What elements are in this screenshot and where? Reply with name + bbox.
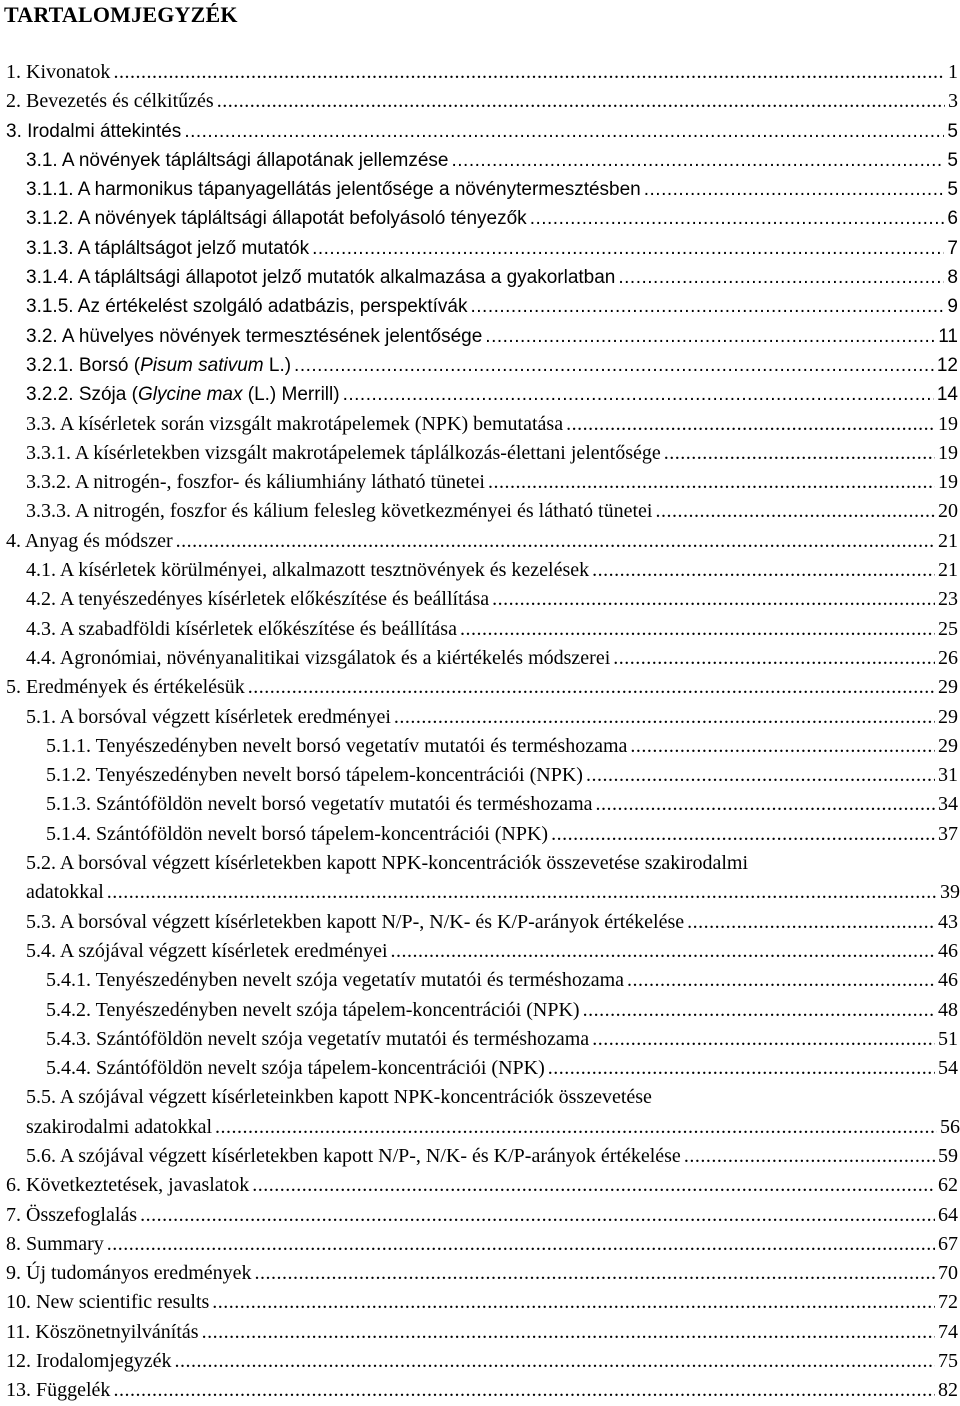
toc-entry-page: 14 (936, 384, 958, 406)
dot-leader (107, 878, 937, 907)
toc-entry-7[interactable] (0, 1201, 960, 1230)
toc-entry-3-1-5[interactable] (0, 292, 960, 321)
toc-entry-page: 56 (940, 1115, 960, 1138)
toc-entry-label: 1. Kivonatok (6, 61, 111, 83)
label-part: 3.2.2. Szója ( (26, 384, 138, 406)
toc-entry-page: 43 (938, 910, 958, 933)
toc-entry-5[interactable] (0, 673, 960, 702)
toc-entry-5-1-4[interactable] (0, 820, 960, 849)
toc-entry-8[interactable] (0, 1230, 960, 1259)
dot-leader (644, 175, 945, 204)
toc-entry-4[interactable] (0, 527, 960, 556)
toc-entry-11[interactable] (0, 1318, 960, 1347)
dot-leader (294, 351, 934, 380)
toc-entry-3[interactable] (0, 117, 960, 146)
label-part: 3.2.1. Borsó ( (26, 354, 141, 376)
toc-entry-label: 4.1. A kísérletek körülményei, alkalmazott tesztnövények és kezelések (26, 559, 590, 582)
toc-entry-label: 8. Summary (6, 1232, 104, 1255)
toc-entry-label-line1: 5.5. A szójával végzett kísérleteinkben kapott NPK-koncentrációk összevetése (26, 1086, 652, 1109)
toc-entry-page: 11 (938, 325, 958, 347)
toc-entry-label: 7. Összefoglalás (6, 1203, 138, 1226)
toc-entry-5-4-1[interactable] (0, 966, 960, 995)
toc-entry-4-4[interactable] (0, 644, 960, 673)
toc-entry-page: 26 (938, 646, 958, 669)
dot-leader (452, 146, 945, 175)
toc-entry-label: 3.3.3. A nitrogén, foszfor és kálium felesleg következményei és látható tünetei (26, 500, 653, 523)
toc-entry-5-2[interactable] (0, 849, 960, 908)
dot-leader (212, 1288, 935, 1317)
toc-entry-label: 5.4.1. Tenyészedényben nevelt szója vegetatív mutatói és terméshozama (46, 969, 625, 992)
dot-leader (583, 996, 935, 1025)
toc-entry-page: 7 (947, 237, 958, 259)
toc-entry-label: 10. New scientific results (6, 1291, 210, 1314)
toc-entry-label: 3.3.2. A nitrogén-, foszfor- és káliumhiány látható tünetei (26, 471, 485, 494)
toc-entry-label: adatokkal (26, 881, 104, 904)
dot-leader (592, 1025, 935, 1054)
toc-entry-3-1-1[interactable] (0, 175, 960, 204)
toc-entry-5-5[interactable] (0, 1083, 960, 1142)
toc-entry-label: 5.1.4. Szántóföldön nevelt borsó tápelem-koncentrációi (NPK) (46, 822, 549, 845)
dot-leader (248, 673, 935, 702)
toc-entry-label: 4.3. A szabadföldi kísérletek előkészítése és beállítása (26, 617, 457, 640)
dot-leader (175, 1347, 936, 1376)
toc-entry-page: 64 (938, 1203, 958, 1226)
toc-entry-5-4[interactable] (0, 937, 960, 966)
toc-entry-3-1-4[interactable] (0, 263, 960, 292)
toc-entry-5-1-3[interactable] (0, 790, 960, 819)
toc-entry-page: 29 (938, 734, 958, 757)
toc-entry-page: 72 (938, 1291, 958, 1314)
toc-entry-label: 9. Új tudományos eredmények (6, 1262, 252, 1285)
dot-leader (488, 468, 935, 497)
toc-entry-4-3[interactable] (0, 615, 960, 644)
toc-entry-page: 1 (948, 61, 958, 83)
toc-entry-label: 3.3. A kísérletek során vizsgált makrotápelemek (NPK) bemutatása (26, 412, 564, 435)
dot-leader (586, 761, 935, 790)
dot-leader (485, 322, 935, 351)
dot-leader (627, 966, 935, 995)
toc-entry-5-1-2[interactable] (0, 761, 960, 790)
toc-entry-label: 13. Függelék (6, 1379, 111, 1402)
dot-leader (548, 1054, 935, 1083)
toc-entry-10[interactable] (0, 1288, 960, 1317)
dot-leader (687, 908, 935, 937)
toc-entry-6[interactable] (0, 1171, 960, 1200)
dot-leader (391, 937, 935, 966)
toc-entry-3-2[interactable] (0, 322, 960, 351)
toc-entry-label: 3.3.1. A kísérletekben vizsgált makrotápelemek táplálkozás-élettani jelentősége (26, 441, 661, 464)
label-part: (L.) Merrill) (242, 384, 340, 406)
toc-entry-page: 6 (947, 208, 958, 230)
toc-entry-page: 39 (940, 881, 960, 904)
toc-entry-label: 5.1.2. Tenyészedényben nevelt borsó tápelem-koncentrációi (NPK) (46, 764, 583, 787)
toc-entry-5-4-4[interactable] (0, 1054, 960, 1083)
toc-entry-label: 3. Irodalmi áttekintés (6, 120, 182, 142)
toc-entry-label: 11. Köszönetnyilvánítás (6, 1320, 199, 1343)
toc-entry-label: 2. Bevezetés és célkitűzés (6, 90, 214, 113)
dot-leader (655, 497, 935, 526)
dot-leader (176, 527, 935, 556)
dot-leader (394, 703, 935, 732)
toc-entry-3-2-1[interactable] (0, 351, 960, 380)
toc-entry-page: 21 (938, 559, 958, 582)
toc-entry-page: 29 (938, 676, 958, 699)
toc-entry-3-3-1[interactable] (0, 439, 960, 468)
dot-leader (613, 644, 935, 673)
dot-leader (343, 380, 934, 409)
dot-leader (113, 1376, 935, 1405)
toc-entry-page: 37 (938, 822, 958, 845)
toc-entry-label: 5. Eredmények és értékelésük (6, 676, 245, 699)
toc-entry-5-3[interactable] (0, 908, 960, 937)
toc-entry-page: 46 (938, 969, 958, 992)
toc-entry-page: 12 (936, 354, 958, 376)
toc-entry-label: szakirodalmi adatokkal (26, 1115, 213, 1138)
toc-entry-label: 5.3. A borsóval végzett kísérletekben kapott N/P-, N/K- és K/P-arányok értékelése (26, 910, 685, 933)
dot-leader (470, 292, 944, 321)
toc-entry-page: 5 (947, 120, 958, 142)
toc-entry-label: 3.1.5. Az értékelést szolgáló adatbázis, perspektívák (26, 296, 468, 318)
toc-entry-page: 25 (938, 617, 958, 640)
toc-entry-label: 3.1.1. A harmonikus tápanyagellátás jelentősége a növénytermesztésben (26, 179, 641, 201)
dot-leader (551, 820, 935, 849)
toc-entry-4-1[interactable] (0, 556, 960, 585)
dot-leader (684, 1142, 935, 1171)
toc-entry-label: 5.1.3. Szántóföldön nevelt borsó vegetatív mutatói és terméshozama (46, 793, 593, 816)
toc-entry-page: 67 (938, 1232, 958, 1255)
toc-entry-3-3-2[interactable] (0, 468, 960, 497)
toc-entry-page: 5 (947, 149, 958, 171)
toc-entry-page: 29 (938, 705, 958, 728)
toc-entry-1[interactable] (0, 58, 960, 87)
toc-entry-label: 5.4.4. Szántóföldön nevelt szója tápelem-koncentrációi (NPK) (46, 1057, 545, 1080)
toc-entry-page: 3 (948, 90, 958, 113)
toc-entry-label: 5.1. A borsóval végzett kísérletek eredményei (26, 705, 391, 728)
dot-leader (312, 234, 944, 263)
toc-entry-label-line1: 5.2. A borsóval végzett kísérletekben kapott NPK-koncentrációk összevetése szakirodalmi (26, 852, 749, 875)
toc-entry-page: 19 (938, 412, 958, 435)
latin-name: Pisum sativum (140, 354, 264, 376)
dot-leader (630, 732, 935, 761)
dot-leader (566, 410, 935, 439)
toc-entry-page: 5 (947, 179, 958, 201)
toc-entry-page: 82 (938, 1379, 958, 1402)
toc-entry-5-1-1[interactable] (0, 732, 960, 761)
toc-entry-label: 4.2. A tenyészedényes kísérletek előkészítése és beállítása (26, 588, 490, 611)
toc-entry-label: 3.1.4. A tápláltsági állapotot jelző mutatók alkalmazása a gyakorlatban (26, 267, 616, 289)
toc-entry-5-6[interactable] (0, 1142, 960, 1171)
toc-entry-3-1-3[interactable] (0, 234, 960, 263)
dot-leader (202, 1318, 935, 1347)
dot-leader (252, 1171, 935, 1200)
toc-entry-5-4-3[interactable] (0, 1025, 960, 1054)
toc-entry-page: 46 (938, 939, 958, 962)
toc-entry-page: 19 (938, 441, 958, 464)
toc-entry-5-1[interactable] (0, 703, 960, 732)
toc-entry-12[interactable] (0, 1347, 960, 1376)
dot-leader (140, 1201, 935, 1230)
toc-entry-5-4-2[interactable] (0, 996, 960, 1025)
toc-entry-page: 21 (938, 529, 958, 552)
toc-entry-3-1[interactable] (0, 146, 960, 175)
toc-entry-page: 54 (938, 1057, 958, 1080)
page-title: TARTALOMJEGYZÉK (4, 2, 238, 27)
toc-entry-label (26, 380, 340, 409)
toc-entry-label: 12. Irodalomjegyzék (6, 1350, 172, 1373)
toc-entry-label: 5.4. A szójával végzett kísérletek eredményei (26, 939, 388, 962)
toc-entry-label: 4. Anyag és módszer (6, 529, 173, 552)
label-part: L.) (263, 354, 292, 376)
toc-entry-page: 51 (938, 1027, 958, 1050)
toc-entry-label: 5.4.2. Tenyészedényben nevelt szója tápelem-koncentrációi (NPK) (46, 998, 580, 1021)
toc-entry-page: 23 (938, 588, 958, 611)
dot-leader (217, 87, 945, 116)
toc-entry-page: 31 (938, 764, 958, 787)
toc-entry-label: 4.4. Agronómiai, növényanalitikai vizsgálatok és a kiértékelés módszerei (26, 646, 611, 669)
toc-entry-page: 62 (938, 1174, 958, 1197)
dot-leader (460, 615, 935, 644)
dot-leader (255, 1259, 936, 1288)
toc-entry-page: 20 (938, 500, 958, 523)
dot-leader (618, 263, 944, 292)
dot-leader (215, 1113, 937, 1142)
toc-entry-page: 48 (938, 998, 958, 1021)
latin-name: Glycine max (137, 384, 243, 406)
dot-leader (113, 58, 945, 87)
toc-entry-3-3[interactable] (0, 410, 960, 439)
dot-leader (592, 556, 935, 585)
toc-entry-3-1-2[interactable] (0, 204, 960, 233)
toc-entry-2[interactable] (0, 87, 960, 116)
toc-entry-label: 6. Következtetések, javaslatok (6, 1174, 250, 1197)
toc-entry-label: 5.1.1. Tenyészedényben nevelt borsó vegetatív mutatói és terméshozama (46, 734, 628, 757)
toc-entry-page: 9 (947, 296, 958, 318)
toc-entry-3-3-3[interactable] (0, 497, 960, 526)
toc-entry-3-2-2[interactable] (0, 380, 960, 409)
toc-entry-page: 59 (938, 1144, 958, 1167)
toc-entry-label: 3.1.2. A növények tápláltsági állapotát befolyásoló tényezők (26, 208, 527, 230)
toc-entry-page: 8 (947, 267, 958, 289)
dot-leader (184, 117, 944, 146)
toc-entry-13[interactable] (0, 1376, 960, 1405)
toc-entry-9[interactable] (0, 1259, 960, 1288)
toc-entry-page: 74 (938, 1320, 958, 1343)
toc-entry-page: 70 (938, 1262, 958, 1285)
dot-leader (107, 1230, 935, 1259)
toc-entry-label: 3.1.3. A tápláltságot jelző mutatók (26, 237, 310, 259)
toc-entry-label: 5.6. A szójával végzett kísérletekben kapott N/P-, N/K- és K/P-arányok értékelése (26, 1144, 681, 1167)
toc-entry-label: 3.2. A hüvelyes növények termesztésének jelentősége (26, 325, 483, 347)
dot-leader (530, 204, 945, 233)
toc-entry-page: 75 (938, 1350, 958, 1373)
dot-leader (596, 790, 935, 819)
toc-entry-page: 19 (938, 471, 958, 494)
toc-entry-4-2[interactable] (0, 585, 960, 614)
toc-entry-label (26, 351, 291, 380)
dot-leader (664, 439, 935, 468)
toc-entry-label: 3.1. A növények tápláltsági állapotának jellemzése (26, 149, 449, 171)
toc-list (0, 58, 960, 1406)
toc-entry-page: 34 (938, 793, 958, 816)
toc-entry-label: 5.4.3. Szántóföldön nevelt szója vegetatív mutatói és terméshozama (46, 1027, 590, 1050)
dot-leader (492, 585, 935, 614)
